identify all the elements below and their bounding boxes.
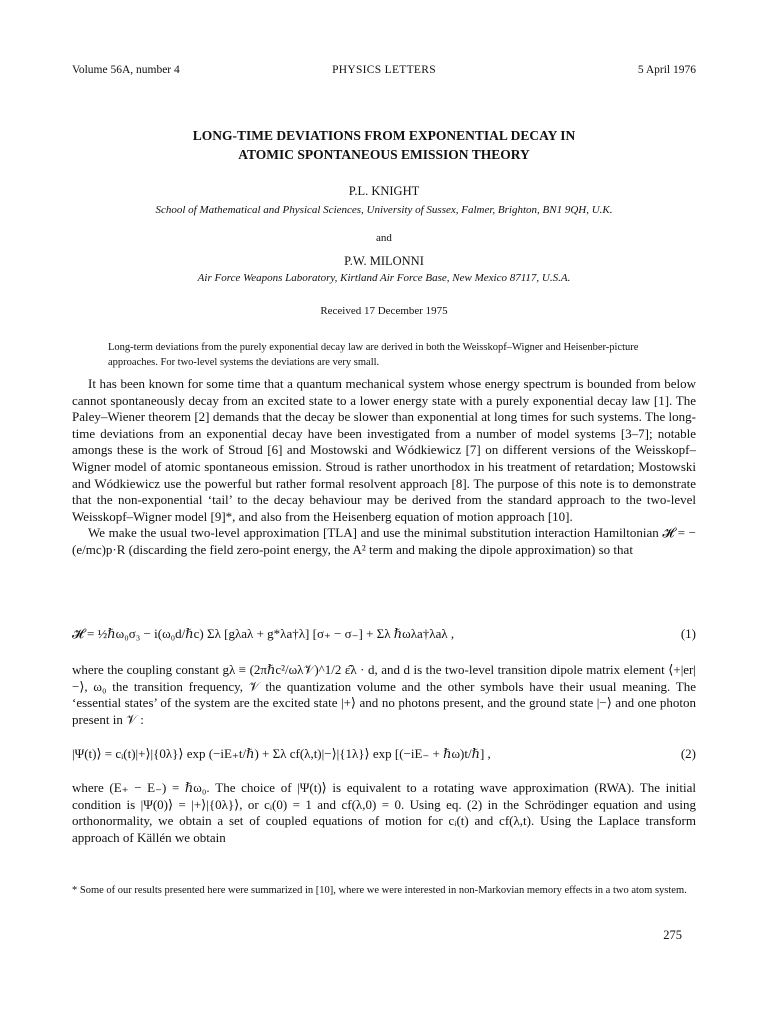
journal-name: PHYSICS LETTERS xyxy=(332,64,436,76)
paragraph: It has been known for some time that a quantum mechanical system whose energy spectrum is bounded from below cannot spontaneously decay from an excited state to a lower energy state with a purely exponential decay law [1]. The Paley–Wiener theorem [2] demands that the decay be slower than exponential at long times for such systems. The long-time deviations from an exponential decay have been investigated from a number of model systems [3–7]; notable amongs these is the work of Stroud [6] and Mostowski and Wódkiewicz [7] on different versions of the Weisskopf–Wigner model of atomic spontaneous emission. Stroud is rather unorthodox in his treatment of retardation; Mostowski and Wódkiewicz use the powerful but rather formal resolvent approach [8]. The purpose of this note is to demonstrate that the non-exponential ‘tail’ to the decay behaviour may be derived from the standard approach to the two-level Weisskopf–Wigner model [9]*, and also from the Heisenberg equation of motion approach [10]. xyxy=(72,376,696,524)
equation-1-number: (1) xyxy=(680,626,696,641)
running-header xyxy=(72,64,696,80)
volume-info: Volume 56A, number 4 xyxy=(72,64,180,76)
received-date: Received 17 December 1975 xyxy=(320,305,448,317)
body-text-2 xyxy=(72,662,696,728)
paragraph: where the coupling constant gλ ≡ (2πℏc²/ωλ𝒱)^1/2 ε̂λ · d, and d is the two-level transition dipole matrix element ⟨+|er|−⟩, ω₀ the transition frequency, 𝒱 the quantization volume and the other symbols have their usual meaning. The ‘essential states’ of the system are the excited state |+⟩ and no photons present, and the ground state |−⟩ and one photon present in 𝒱 : xyxy=(72,662,696,727)
affiliation-2: Air Force Weapons Laboratory, Kirtland Air Force Base, New Mexico 87117, U.S.A. xyxy=(197,272,571,284)
abstract: Long-term deviations from the purely exponential decay law are derived in both the Weisskopf–Wigner and Heisenber-picture approaches. For two-level systems the deviations are very small. xyxy=(108,342,639,368)
page-number: 275 xyxy=(663,928,682,942)
paragraph: where (E₊ − E₋) = ℏω₀. The choice of |Ψ(t)⟩ is equivalent to a rotating wave approximation (RWA). The initial condition is |Ψ(0)⟩ = |+⟩|{0λ}⟩, or cᵢ(0) = 1 and cf(λ,0) = 0. Using eq. (2) in the Schrödinger equation and using orthonormality, we obtain a set of coupled equations of motion for cᵢ(t) and cf(λ,t). Using the Laplace transform approach of Källén we obtain xyxy=(72,780,696,845)
author-separator: and xyxy=(376,232,392,244)
paragraph: We make the usual two-level approximation [TLA] and use the minimal substitution interaction Hamiltonian 𝓗 = −(e/mc)p·R (discarding the field zero-point energy, the A² term and making the dipole approximation) so that xyxy=(72,525,696,557)
author-1: P.L. KNIGHT xyxy=(348,184,420,198)
author-2: P.W. MILONNI xyxy=(344,254,424,268)
paper-title: LONG-TIME DEVIATIONS FROM EXPONENTIAL DECAY IN ATOMIC SPONTANEOUS EMISSION THEORY xyxy=(192,128,576,162)
equation-2-number: (2) xyxy=(680,746,696,761)
body-text-1 xyxy=(72,376,696,559)
equation-1-text: 𝓗 = ½ℏω₀σ₃ − i(ω₀d/ℏc) Σλ [gλaλ + g*λa†λ] [σ₊ − σ₋] + Σλ ℏωλa†λaλ , xyxy=(72,626,455,641)
equation-1 xyxy=(72,626,696,646)
affiliation-1: School of Mathematical and Physical Sciences, University of Sussex, Falmer, Brighton, BN1 9QH, U.K. xyxy=(155,204,613,216)
footnote: * Some of our results presented here were summarized in [10], where we were interested in non-Markovian memory effects in a two atom system. xyxy=(72,885,687,896)
equation-2 xyxy=(72,746,696,766)
body-text-3 xyxy=(72,780,696,846)
equation-2-text: |Ψ(t)⟩ = cᵢ(t)|+⟩|{0λ}⟩ exp (−iE₊t/ℏ) + Σλ cf(λ,t)|−⟩|{1λ}⟩ exp [(−iE₋ + ℏω)t/ℏ] , xyxy=(72,746,491,761)
issue-date: 5 April 1976 xyxy=(637,64,696,76)
